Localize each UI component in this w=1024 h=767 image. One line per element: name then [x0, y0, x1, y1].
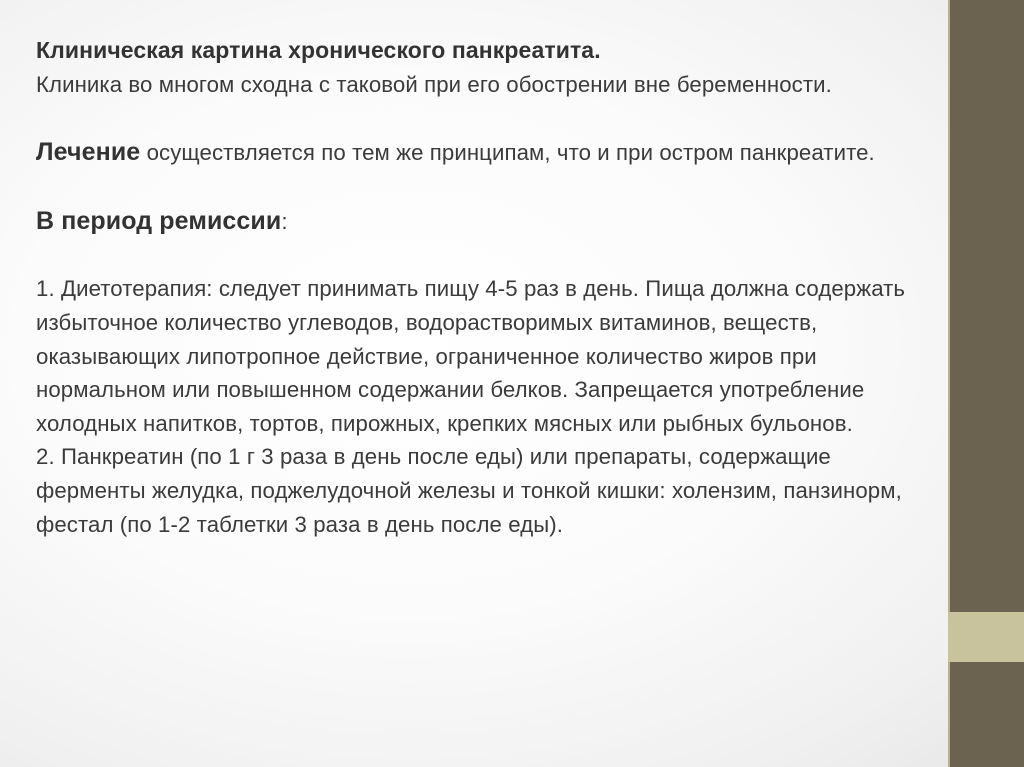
- spacer: [36, 238, 941, 272]
- spacer: [36, 101, 941, 136]
- intro-text: Клиника во многом сходна с таковой при его обострении вне беременности.: [36, 71, 832, 97]
- remission-heading: В период ремиссии: [36, 206, 282, 235]
- remission-heading-line: [36, 205, 941, 239]
- spacer: [36, 170, 941, 205]
- treatment-paragraph: [36, 136, 941, 170]
- treatment-text: осуществляется по тем же принципам, что и при остром панкреатите.: [140, 140, 875, 166]
- list-item-pancreatin: 2. Панкреатин (по 1 г 3 раза в день после еды) или препараты, содержащие ферменты желудка, поджелудочной железы и тонкой кишки: холензим, панзинорм, фестал (по 1-2 таблетки 3 раза в день после еды).: [36, 444, 902, 537]
- sidebar-accent-block: [948, 612, 1024, 662]
- treatment-heading: Лечение: [36, 138, 141, 167]
- list-item-diet: 1. Диетотерапия: следует принимать пищу 4-5 раз в день. Пища должна содержать избыточное количество углеводов, водорастворимых витаминов, веществ, оказывающих липотропное действие, ограниченное количество жиров при нормальном или повышенном содержании белков. Запрещается употребление холодных напитков, тортов, пирожных, крепких мясных или рыбных бульонов.: [36, 276, 906, 436]
- remission-colon: :: [281, 208, 288, 234]
- decorative-sidebar: [948, 0, 1024, 767]
- slide-content: [36, 34, 941, 541]
- slide-title: Клиническая картина хронического панкреатита.: [36, 37, 601, 63]
